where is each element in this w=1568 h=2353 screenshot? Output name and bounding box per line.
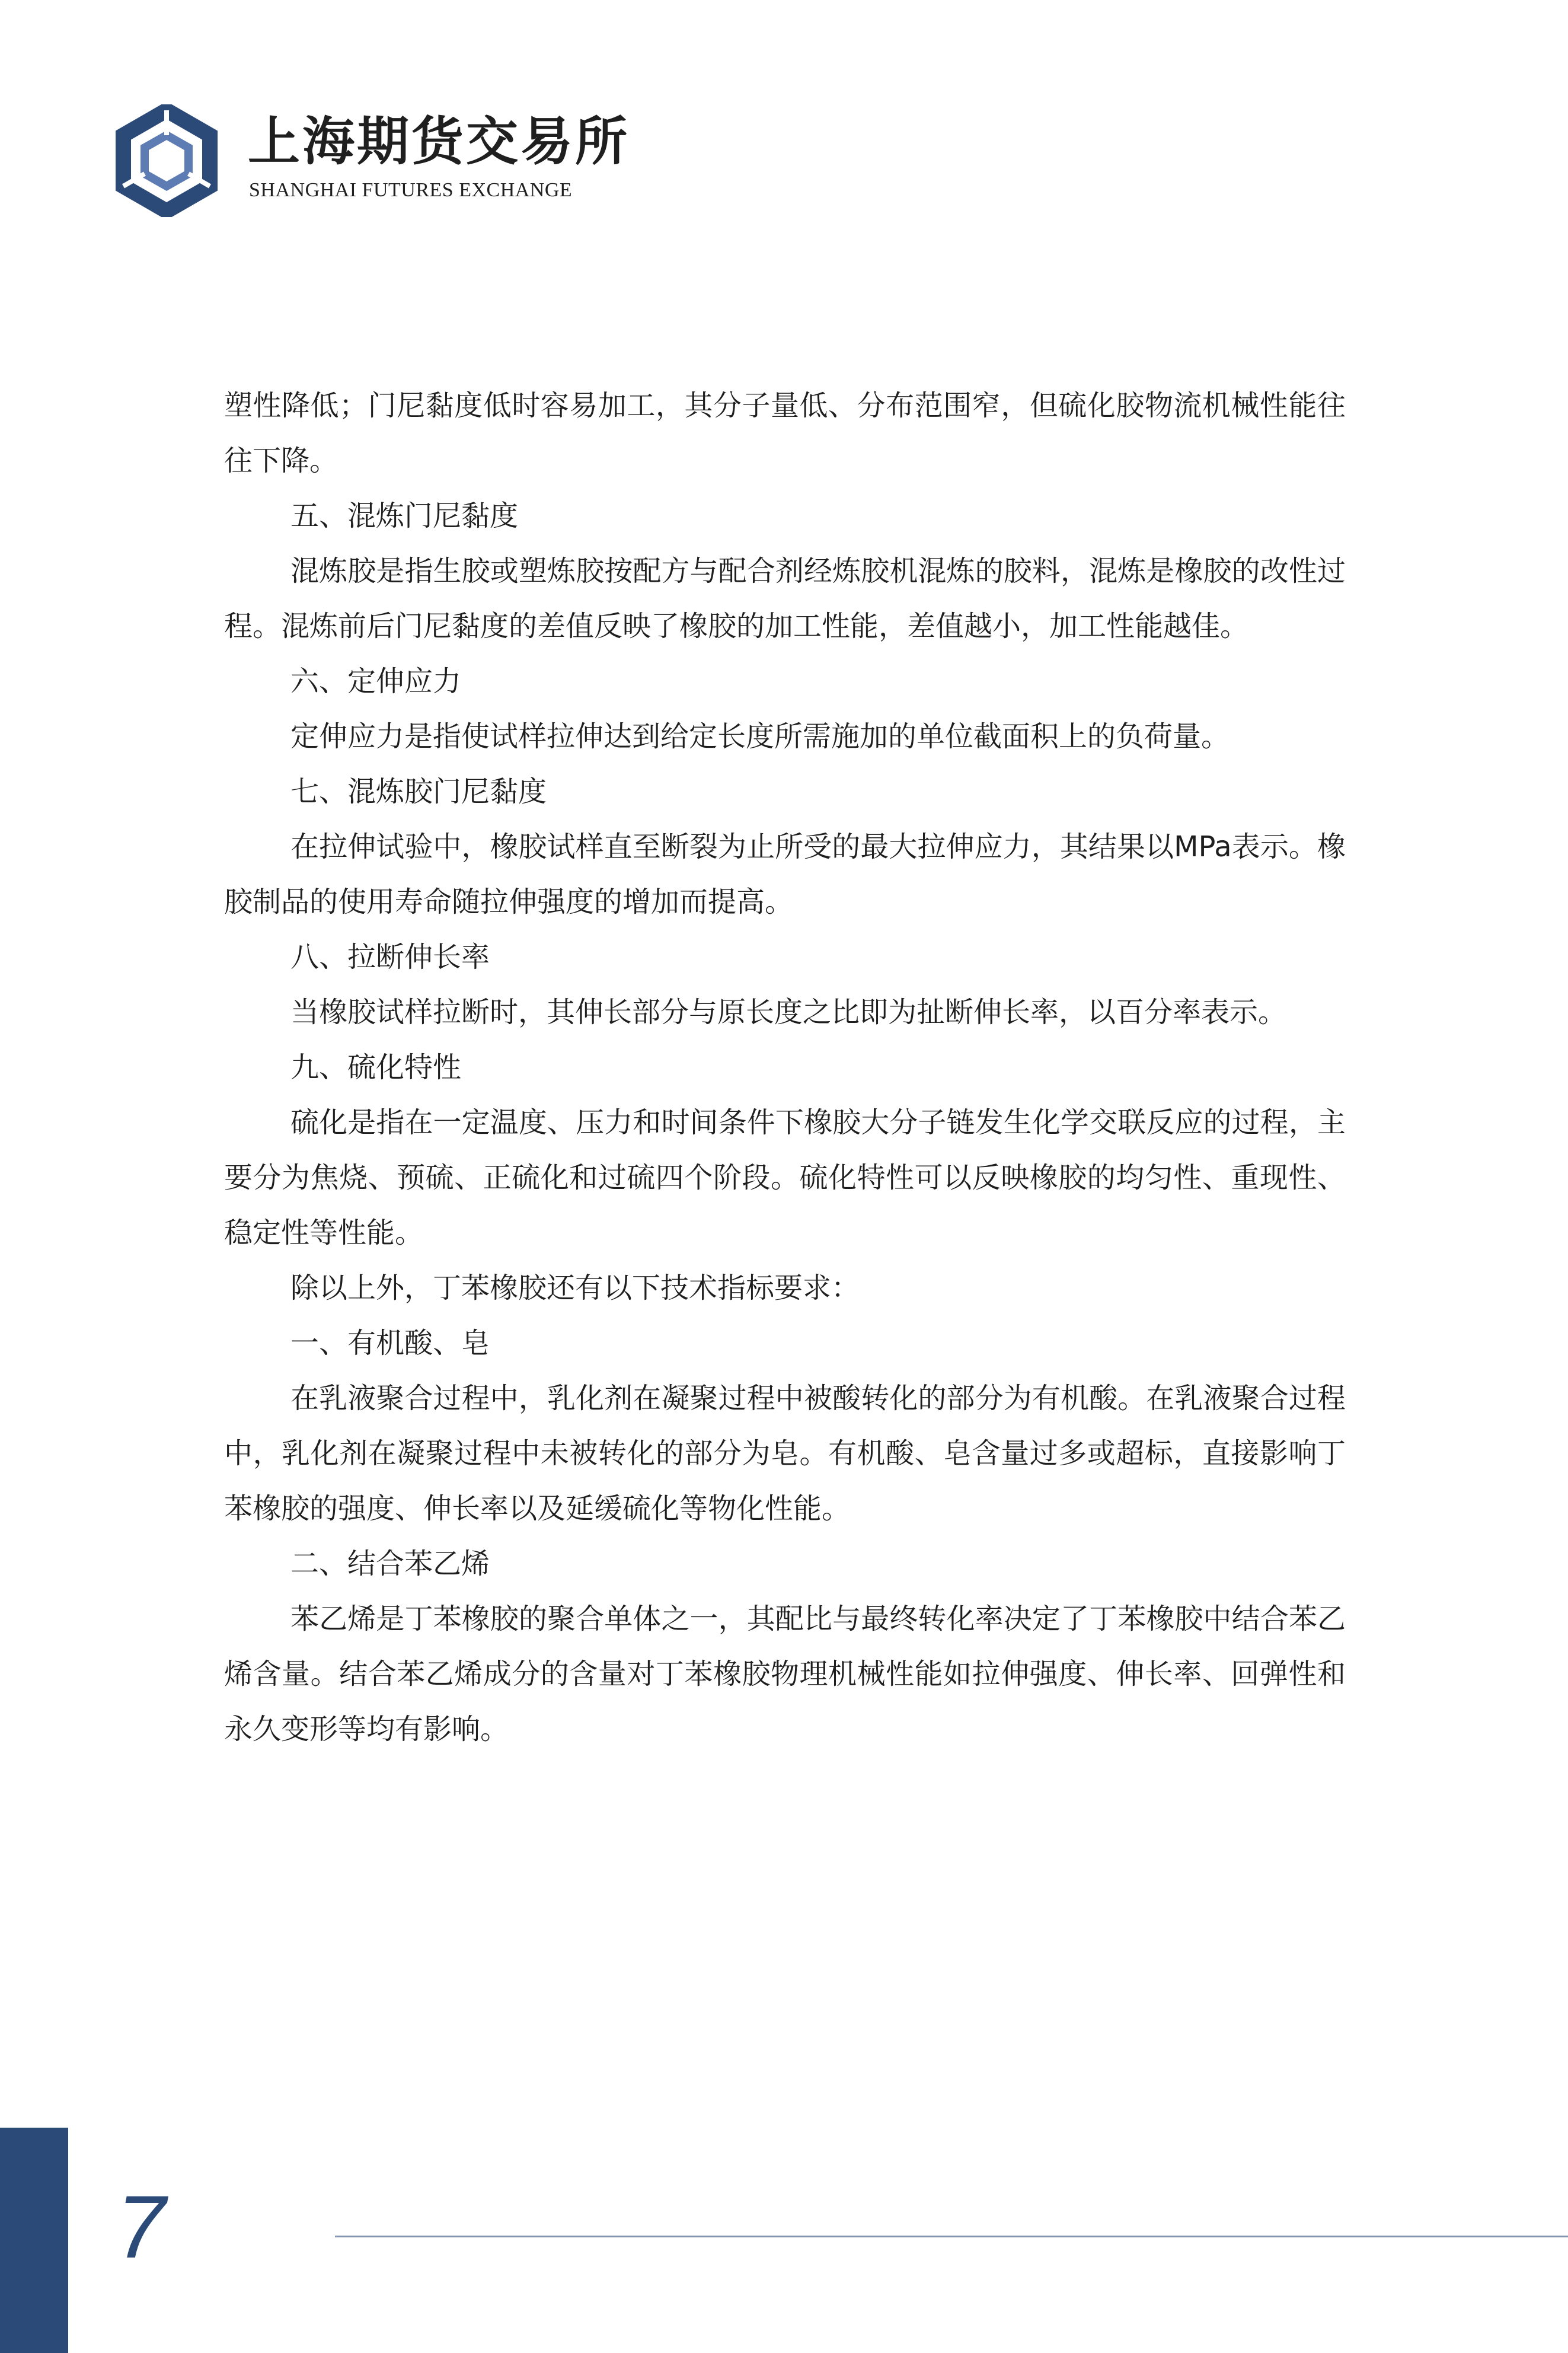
- hexagon-logo-icon: [110, 104, 223, 217]
- body-paragraph: 定伸应力是指使试样拉伸达到给定长度所需施加的单位截面积上的负荷量。: [290, 720, 1230, 753]
- section-heading: 二、结合苯乙烯: [290, 1547, 490, 1580]
- document-body: [224, 378, 1346, 1757]
- body-paragraph: 当橡胶试样拉断时，其伸长部分与原长度之比即为扯断伸长率，以百分率表示。: [290, 996, 1287, 1029]
- footer-rule: [335, 2236, 1568, 2237]
- body-paragraph: 在乳液聚合过程中，乳化剂在凝聚过程中被酸转化的部分为有机酸。在乳液聚合过程中，乳化剂在凝聚过程中未被转化的部分为皂。有机酸、皂含量过多或超标，直接影响丁苯橡胶的强度、伸长率以及延缓硫化等物化性能。: [224, 1382, 1346, 1525]
- page-number: 7: [116, 2177, 166, 2277]
- section-heading: 一、有机酸、皂: [290, 1327, 490, 1360]
- body-paragraph: 混炼胶是指生胶或塑炼胶按配方与配合剂经炼胶机混炼的胶料，混炼是橡胶的改性过程。混炼前后门尼黏度的差值反映了橡胶的加工性能，差值越小，加工性能越佳。: [224, 554, 1346, 643]
- org-name-english: SHANGHAI FUTURES EXCHANGE: [249, 179, 573, 201]
- org-name-chinese: 上海期货交易所: [248, 110, 630, 172]
- body-paragraph: 塑性降低；门尼黏度低时容易加工，其分子量低、分布范围窄，但硫化胶物流机械性能往往下降。: [224, 389, 1346, 477]
- section-heading: 五、混炼门尼黏度: [290, 499, 519, 533]
- section-heading: 九、硫化特性: [290, 1051, 462, 1084]
- page-tab-decoration: [0, 2128, 68, 2353]
- body-paragraph: 苯乙烯是丁苯橡胶的聚合单体之一，其配比与最终转化率决定了丁苯橡胶中结合苯乙烯含量。结合苯乙烯成分的含量对丁苯橡胶物理机械性能如拉伸强度、伸长率、回弹性和永久变形等均有影响。: [224, 1602, 1346, 1746]
- header: [110, 104, 644, 217]
- section-heading: 八、拉断伸长率: [290, 940, 490, 974]
- body-paragraph: 在拉伸试验中，橡胶试样直至断裂为止所受的最大拉伸应力，其结果以MPa表示。橡胶制品的使用寿命随拉伸强度的增加而提高。: [224, 830, 1346, 919]
- body-paragraph: 硫化是指在一定温度、压力和时间条件下橡胶大分子链发生化学交联反应的过程，主要分为焦烧、预硫、正硫化和过硫四个阶段。硫化特性可以反映橡胶的均匀性、重现性、稳定性等性能。: [224, 1106, 1346, 1249]
- body-paragraph: 除以上外，丁苯橡胶还有以下技术指标要求：: [290, 1271, 860, 1305]
- section-heading: 六、定伸应力: [290, 665, 462, 698]
- section-heading: 七、混炼胶门尼黏度: [290, 775, 547, 808]
